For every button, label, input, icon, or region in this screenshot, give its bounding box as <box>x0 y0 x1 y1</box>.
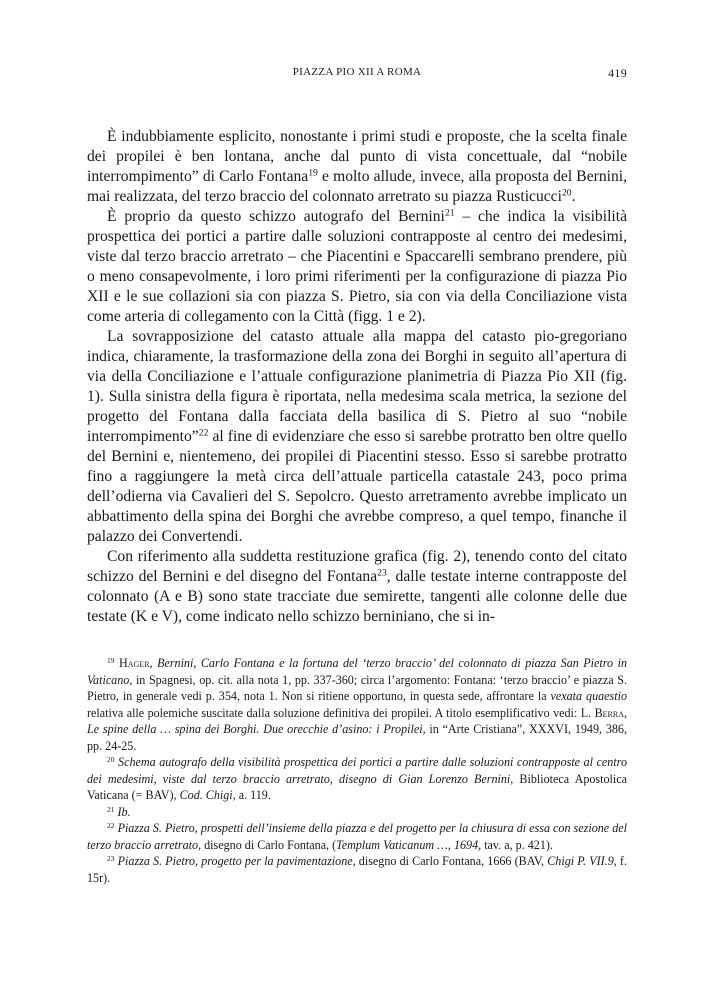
text-run: al fine di evidenziare che esso si sarebbe protratto ben oltre quello del Bernini e, nientemeno, dei propilei di Piacentini stesso. Esso si sarebbe protratto fino a raggiungere la metà circa dell’attuale particella catastale 243, poco prima dell’odierna via Cavalieri del S. Sepolcro. Questo arretramento avrebbe implicato un abbattimento della spina dei Borghi che avrebbe compreso, a quel tempo, finanche il palazzo dei Convertendi. <box>87 428 627 545</box>
latin-phrase: vexata quaestio <box>550 689 627 703</box>
text-run: La sovrapposizione del catasto attuale alla mappa del catasto pio-gregoriano indica, chiaramente, la trasformazione della zona dei Borghi in seguito all’apertura di via della Conciliazione e l’attuale configurazione planimetria di Piazza Pio XII (fig. 1). Sulla sinistra della figura è riportata, nella medesima scala metrica, la sezione del progetto del Fontana dalla facciata della basilica di S. Pietro al suo “nobile interrompimento” <box>87 328 627 445</box>
footnote-number: 22 <box>107 820 115 830</box>
page-number: 419 <box>608 66 627 80</box>
footnote-number: 20 <box>107 754 115 764</box>
codex-name: Cod. Chigi <box>179 788 233 802</box>
text-run: , in “Arte Cristiana”, XXXVI, 1949, 386, pp. 24-25. <box>87 722 627 753</box>
body-text <box>87 127 627 627</box>
footnotes <box>87 655 627 886</box>
text-run: Con riferimento alla suddetta restituzione grafica (fig. 2), tenendo conto del citato schizzo del Bernini e del disegno del Fontana <box>87 548 627 585</box>
work-title: Piazza S. Pietro, progetto per la pavimentazione, <box>117 854 356 868</box>
running-head <box>87 66 627 86</box>
work-title: Le spine della … spina dei Borghi. Due orecchie d’asino: i Propilei <box>87 722 423 736</box>
footnote-ref-20: 20 <box>561 187 572 199</box>
footnote-number: 23 <box>107 853 115 863</box>
author-name: Hager <box>119 656 150 670</box>
footnote-21 <box>87 804 627 821</box>
footnote-19 <box>87 655 627 754</box>
text-run: , <box>149 656 158 670</box>
text-run: , dalle testate interne contrapposte del colonnato (A e B) sono state tracciate due semirette, tangenti alle colonne delle due testate (K e V), come indicato nello schizzo berniniano, che si in- <box>87 568 627 625</box>
text-run: , in Spagnesi, op. cit. alla nota 1, pp. 337-360; circa l’argomento: Fontana: ‘terzo braccio’ e piazza S. Pietro, in generale vedi p. 354, nota 1. Non si ritiene opportuno, in questa sede, affrontare la <box>87 672 627 703</box>
text-run: È indubbiamente esplicito, nonostante i primi studi e proposte, che la scelta finale dei propilei è ben lontana, anche dal punto di vista concettuale, dal “nobile interrompimento” di Carlo Fontana <box>87 128 627 185</box>
text-run: È proprio da questo schizzo autografo del Bernini <box>107 208 445 225</box>
running-title: PIAZZA PIO XII A ROMA <box>292 66 422 78</box>
footnote-22 <box>87 820 627 853</box>
author-name: Berra <box>594 705 624 720</box>
paragraph-1 <box>87 127 627 207</box>
text-run: , <box>623 705 627 720</box>
footnote-20 <box>87 754 627 804</box>
footnote-ref-22: 22 <box>198 427 209 439</box>
ibidem: Ib. <box>117 804 131 819</box>
text-run: disegno di Carlo Fontana, 1666 (BAV, <box>355 854 548 868</box>
text-run: – che indica la visibilità prospettica dei portici a partire dalle soluzioni contrapposte al centro dei medesimi, viste dal terzo braccio arretrato – che Piacentini e Spaccarelli sembrano prendere, più o meno consapevolmente, i loro primi riferimenti per la configurazione di piazza Pio XII e le sue collazioni sia con piazza S. Pietro, sia con via della Conciliazione vista come arteria di collegamento con la Città (figg. 1 e 2). <box>87 208 627 325</box>
work-title: Schema autografo della visibilità prospettica dei portici a partire dalle soluzioni contrapposte al centro dei medesimi, viste dal terzo braccio arretrato, disegno di Gian Lorenzo Bernini <box>87 755 627 786</box>
text-run: . <box>571 188 576 205</box>
footnote-number: 21 <box>107 804 115 814</box>
text-run: e molto allude, invece, alla proposta del Bernini, mai realizzata, del terzo braccio del colonnato arretrato su piazza Rusticucci <box>87 168 627 205</box>
codex-name: Chigi P. VII.9 <box>547 854 614 868</box>
footnote-ref-23: 23 <box>377 567 387 579</box>
footnote-23 <box>87 853 627 886</box>
text-run: tav. a, p. 421). <box>481 837 553 852</box>
work-title: Bernini, Carlo Fontana e la fortuna del ‘terzo braccio’ del colonnato di piazza San Pietro in Vaticano <box>87 656 627 687</box>
text-run: , Biblioteca Apostolica Vaticana (= BAV), <box>87 771 627 802</box>
footnote-ref-19: 19 <box>308 167 318 179</box>
paragraph-3 <box>87 327 627 547</box>
text-run: , f. 15r). <box>87 854 627 885</box>
footnote-number: 19 <box>107 655 115 665</box>
text-run: relativa alle polemiche suscitate dalla soluzione definitiva dei propilei. A titolo esemplificativo vedi: L. <box>87 705 595 720</box>
paragraph-4 <box>87 547 627 627</box>
text-run: disegno di Carlo Fontana, ( <box>201 837 337 852</box>
footnote-ref-21: 21 <box>444 207 455 219</box>
paragraph-2 <box>87 207 627 327</box>
work-title: Piazza S. Pietro, prospetti dell’insieme della piazza e del progetto per la chiusura di essa con sezione del terzo braccio arretrato, <box>87 821 627 852</box>
book-title: Templum Vaticanum …, 1694, <box>336 837 482 852</box>
text-run: , a. 119. <box>232 788 271 802</box>
